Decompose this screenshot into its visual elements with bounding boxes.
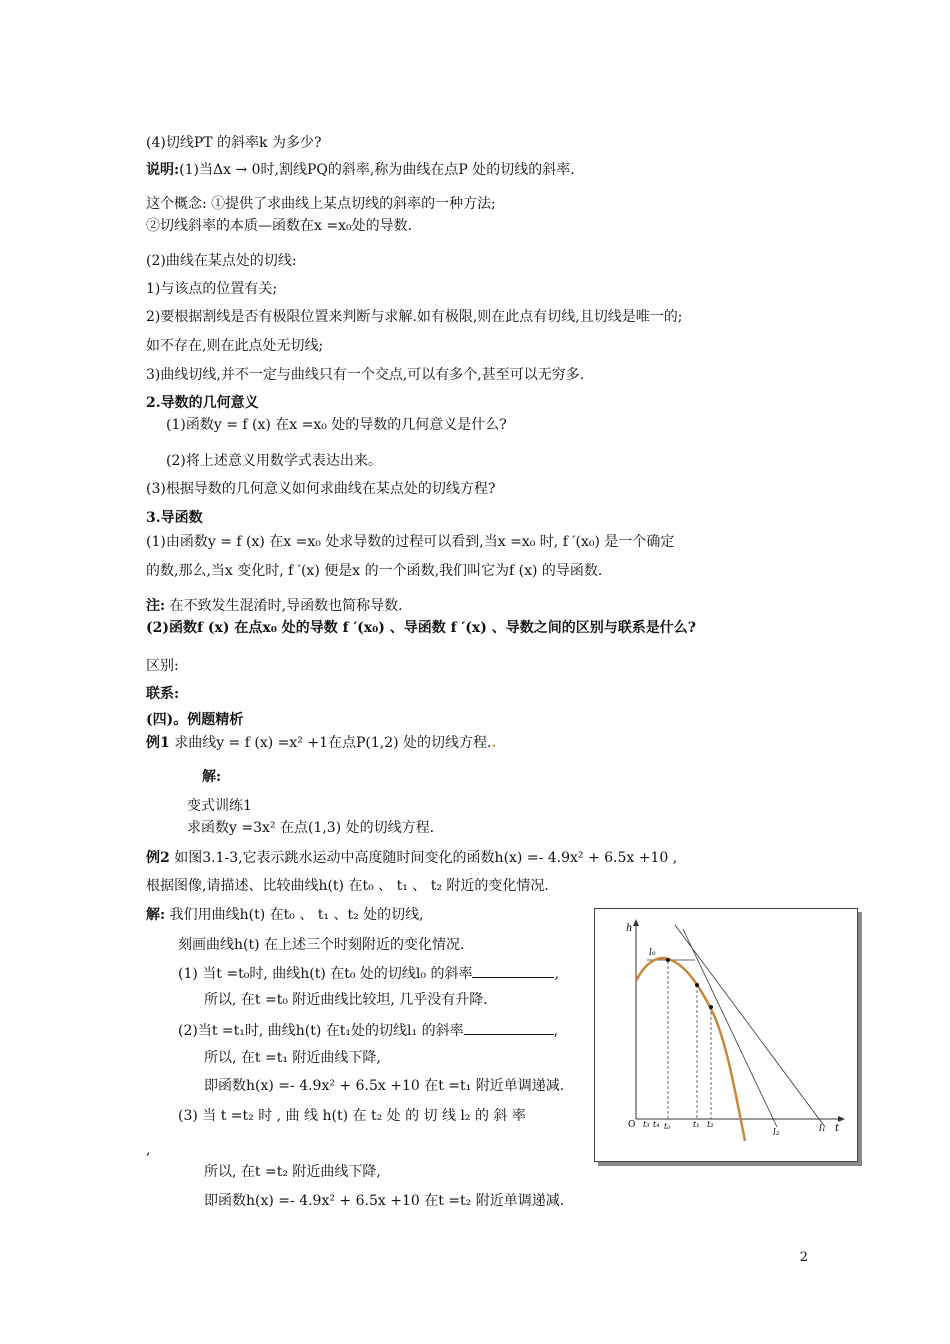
tangent-point-3: 3)曲线切线,并不一定与曲线只有一个交点,可以有多个,甚至可以无穷多. [146, 367, 585, 383]
height-curve [636, 958, 745, 1141]
highlight-dot: . [491, 735, 497, 751]
example-1 [146, 733, 496, 753]
section-3-q2: (2)函数f (x) 在点x₀ 处的导数 f ′(x₀) 、导函数 f ′(x) 、导数之间的区别与联系是什么? [146, 620, 696, 636]
tick-t4: t₄ [653, 1120, 660, 1129]
point-t0 [666, 958, 670, 962]
example-2 [146, 848, 677, 868]
example-2-text: 如图3.1-3,它表示跳水运动中高度随时间变化的函数h(x) =- 4.9x² + 6.5x +10 , [174, 850, 678, 866]
point-t1 [695, 983, 699, 987]
note-1 [146, 160, 575, 180]
concept-2: ②切线斜率的本质—函数在x =x₀处的导数. [146, 218, 413, 234]
solution-2-text: 我们用曲线h(t) 在t₀ 、 t₁ 、t₂ 处的切线, [169, 907, 424, 923]
case-3-comma: , [146, 1142, 151, 1158]
variant-training-text: 求函数y =3x² 在点(1,3) 处的切线方程. [187, 820, 435, 836]
solution-2-text-2: 刻画曲线h(t) 在上述三个时刻附近的变化情况. [178, 937, 465, 953]
variant-training-title: 变式训练1 [187, 798, 252, 814]
solution-2 [146, 905, 424, 925]
x-axis-label: t [835, 1123, 840, 1134]
note-2-label: 注: [146, 598, 166, 614]
tick-t1: t₁ [693, 1120, 700, 1129]
example-2-text-2: 根据图像,请描述、比较曲线h(t) 在t₀ 、 t₁ 、 t₂ 附近的变化情况. [146, 878, 549, 894]
examples-heading: (四)。例题精析 [146, 712, 244, 728]
case-3-monotonic: 即函数h(x) =- 4.9x² + 6.5x +10 在t =t₂ 附近单调递减. [204, 1193, 565, 1209]
case-1-conclusion: 所以, 在t =t₀ 附近曲线比较坦, 几乎没有升降. [204, 992, 488, 1008]
question-4: (4)切线PT 的斜率k 为多少? [146, 135, 322, 151]
label-l0: l₀ [649, 948, 656, 958]
section-2-q3: (3)根据导数的几何意义如何求曲线在某点处的切线方程? [146, 481, 496, 497]
diving-height-figure [594, 908, 858, 1162]
tick-t3: t₃ [643, 1120, 650, 1129]
case-1-text: (1) 当t =t₀时, 曲线h(t) 在t₀ 处的切线l₀ 的斜率 [178, 966, 473, 982]
answer-blank-2[interactable] [464, 1020, 554, 1035]
label-l1: l₁ [819, 1124, 826, 1134]
section-2-heading: 2.导数的几何意义 [146, 395, 259, 411]
label-l2: l₂ [773, 1128, 780, 1138]
x-axis-arrow [838, 1116, 845, 1122]
tangent-point-2: 2)要根据割线是否有极限位置来判断与求解.如有极限,则在此点有切线,且切线是唯一的; [146, 309, 683, 325]
tick-t2: t₂ [707, 1120, 714, 1129]
case-3-conclusion: 所以, 在t =t₂ 附近曲线下降, [204, 1164, 381, 1180]
tangent-point-1: 1)与该点的位置有关; [146, 281, 278, 297]
note-2-text: 在不致发生混淆时,导函数也简称导数. [169, 598, 403, 614]
section-2-q2: (2)将上述意义用数学式表达出来。 [166, 453, 382, 469]
case-2-conclusion: 所以, 在t =t₁ 附近曲线下降, [204, 1050, 381, 1066]
solution-label-1: 解: [202, 769, 222, 785]
relation-label: 联系: [146, 686, 180, 702]
note-2 [146, 596, 403, 616]
tangent-l1 [675, 925, 825, 1127]
answer-blank-1[interactable] [472, 963, 554, 978]
page-number: 2 [799, 1250, 808, 1265]
solution-2-label: 解: [146, 907, 166, 923]
section-3-text-2: 的数,那么,当x 变化时, f ′(x) 便是x 的一个函数,我们叫它为f (x) 的导函数. [146, 563, 603, 579]
section-3-text-1: (1)由函数y = f (x) 在x =x₀ 处求导数的过程可以看到,当x =x₀ 时, f ′(x₀) 是一个确定 [146, 534, 675, 550]
case-1: (1) 当t =t₀时, 曲线h(t) 在t₀ 处的切线l₀ 的斜率 , [178, 963, 559, 984]
origin-label: O [628, 1120, 636, 1130]
case-3: (3) 当 t =t₂ 时 , 曲 线 h(t) 在 t₂ 处 的 切 线 l₂ 的 斜 率 [178, 1108, 526, 1124]
section-2-q1: (1)函数y = f (x) 在x =x₀ 处的导数的几何意义是什么? [166, 417, 507, 433]
y-axis-label: h [626, 923, 633, 934]
note-text: (1)当Δx → 0时,割线PQ的斜率,称为曲线在点P 处的切线的斜率. [179, 162, 575, 178]
example-2-label: 例2 [146, 850, 170, 866]
case-2: (2)当t =t₁时, 曲线h(t) 在t₁处的切线l₁ 的斜率 , [178, 1020, 558, 1041]
point-t2 [709, 1005, 713, 1009]
case-2-monotonic: 即函数h(x) =- 4.9x² + 6.5x +10 在t =t₁ 附近单调递减. [204, 1078, 565, 1094]
y-axis-arrow [633, 919, 639, 926]
example-1-label: 例1 [146, 735, 170, 751]
figure-svg [595, 909, 857, 1161]
case-2-text: (2)当t =t₁时, 曲线h(t) 在t₁处的切线l₁ 的斜率 [178, 1023, 464, 1039]
example-1-text: 求曲线y = f (x) =x² +1在点P(1,2) 处的切线方程. [174, 735, 492, 751]
tangent-point-2b: 如不存在,则在此点处无切线; [146, 338, 324, 354]
difference-label: 区别: [146, 658, 179, 674]
note-label: 说明: [146, 162, 180, 178]
tick-t0: t₀ [664, 1122, 671, 1131]
section-3-heading: 3.导函数 [146, 510, 203, 526]
concept-1: 这个概念: ①提供了求曲线上某点切线的斜率的一种方法; [146, 196, 496, 212]
tangent-heading: (2)曲线在某点处的切线: [146, 253, 297, 269]
